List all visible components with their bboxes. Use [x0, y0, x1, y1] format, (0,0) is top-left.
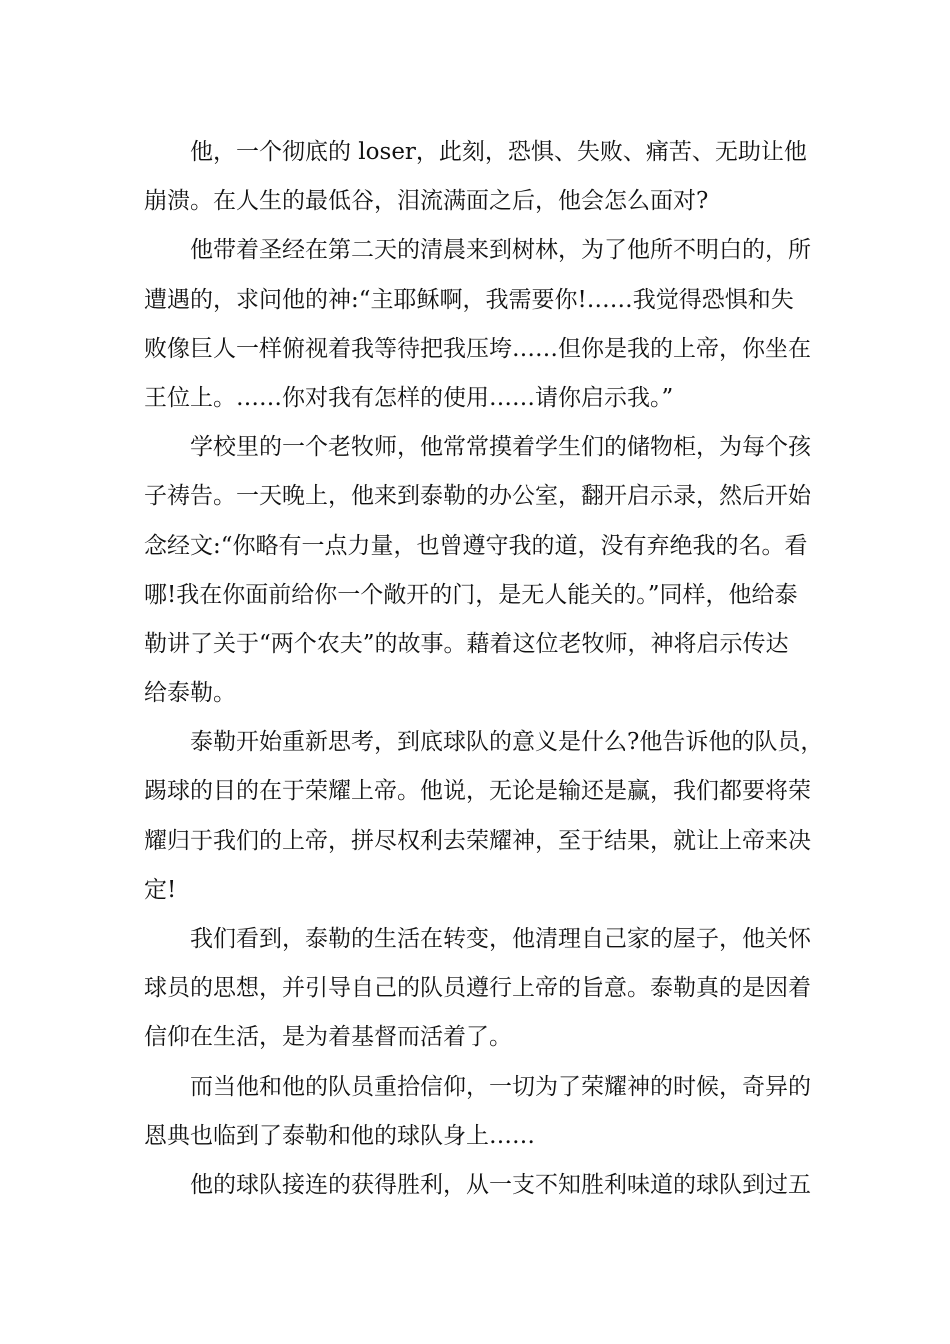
text-line: 信仰在生活，是为着基督而活着了。 [144, 1024, 512, 1051]
text-line: 定! [144, 876, 177, 903]
text-line: 子祷告。一天晚上，他来到泰勒的办公室，翻开启示录，然后开始 [144, 483, 811, 510]
paragraph [144, 718, 824, 915]
text-line: 而当他和他的队员重拾信仰，一切为了荣耀神的时候，奇异的 [190, 1073, 811, 1100]
text-line: 恩典也临到了泰勒和他的球队身上…… [144, 1122, 535, 1149]
text-line: 我们看到，泰勒的生活在转变，他清理自己家的屋子，他关怀 [190, 926, 811, 952]
text-line: 念经文:“你略有一点力量，也曾遵守我的道，没有弃绝我的名。看 [144, 532, 808, 559]
text-line: 球员的思想，并引导自己的队员遵行上帝的旨意。泰勒真的是因着 [144, 975, 811, 1002]
text-line: 哪!我在你面前给你一个敞开的门，是无人能关的。”同样，他给泰 [144, 581, 798, 608]
text-line: 踢球的目的在于荣耀上帝。他说，无论是输还是赢，我们都要将荣 [144, 778, 811, 805]
text-line: 勒讲了关于“两个农夫”的故事。藉着这位老牧师，神将启示传达 [144, 630, 789, 657]
text-line: 耀归于我们的上帝，拼尽权利去荣耀神，至于结果，就让上帝来决 [144, 827, 811, 854]
text-line: 给泰勒。 [144, 680, 236, 707]
text-line: 他，一个彻底的 loser，此刻，恐惧、失败、痛苦、无助让他 [190, 139, 807, 165]
paragraph [144, 128, 808, 226]
paragraph [144, 423, 811, 718]
text-line: 学校里的一个老牧师，他常常摸着学生们的储物柜，为每个孩 [190, 434, 811, 461]
paragraph [144, 1161, 811, 1210]
paragraph [144, 226, 811, 423]
text-line: 王位上。……你对我有怎样的使用……请你启示我。” [144, 384, 674, 411]
text-line: 败像巨人一样俯视着我等待把我压垮……但你是我的上帝，你坐在 [144, 335, 811, 362]
text-line: 遭遇的，求问他的神:“主耶稣啊，我需要你!……我觉得恐惧和失 [144, 286, 794, 313]
text-line: 泰勒开始重新思考，到底球队的意义是什么?他告诉他的队员， [190, 729, 824, 756]
text-line: 他带着圣经在第二天的清晨来到树林，为了他所不明白的，所 [190, 237, 811, 264]
document-body [144, 128, 824, 1210]
text-line: 崩溃。在人生的最低谷，泪流满面之后，他会怎么面对? [144, 188, 709, 215]
paragraph [144, 1063, 811, 1161]
paragraph [144, 915, 811, 1063]
text-line: 他的球队接连的获得胜利，从一支不知胜利味道的球队到过五 [190, 1171, 811, 1198]
